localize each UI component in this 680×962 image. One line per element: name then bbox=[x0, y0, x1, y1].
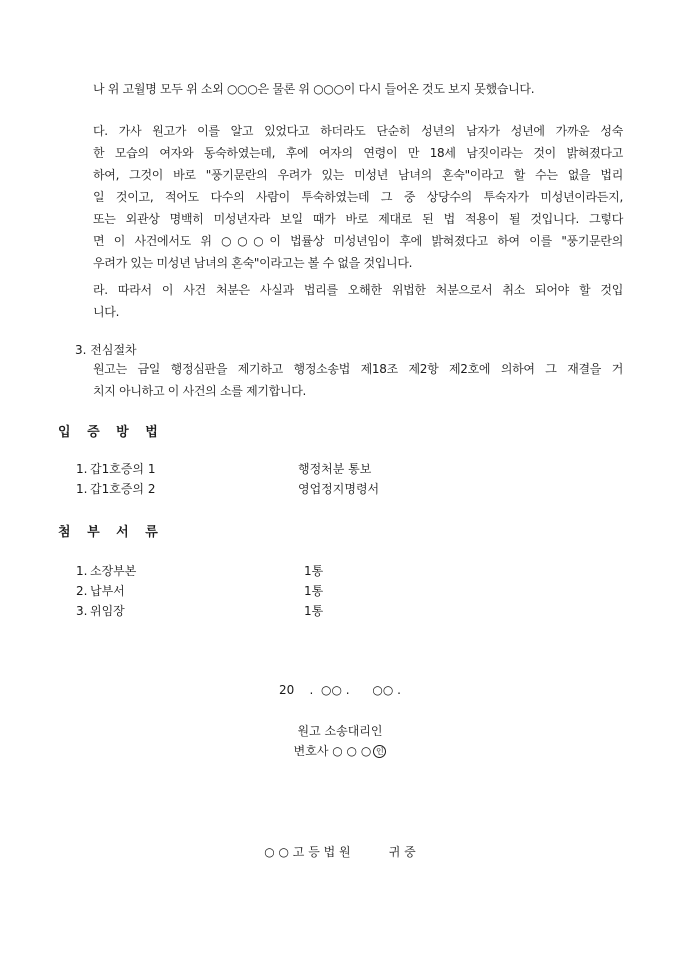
attachments-heading: 첨 부 서 류 bbox=[58, 525, 164, 540]
item-number: 1. bbox=[76, 462, 88, 476]
paragraph-line: 면 이 사건에서도 위 ○○○이 법률상 미성년임이 후에 밝혀졌다고 하여 이를 "풍기문란의 bbox=[93, 234, 623, 248]
paragraph-line: 한 모습의 여자와 동숙하였는데, 후에 여자의 연령이 만 18세 남짓이라는 것이 밝혀졌다고 bbox=[93, 146, 623, 160]
seal-icon: 인 bbox=[373, 745, 386, 758]
section-3-body bbox=[93, 358, 623, 402]
paragraph-line: 일 것이고, 적어도 다수의 사람이 투숙하였는데 그 중 상당수의 투숙자가 미성년이라든지, bbox=[93, 190, 623, 204]
item-value: 1통 bbox=[304, 584, 324, 598]
paragraph-ra bbox=[93, 279, 623, 323]
item-value: 1통 bbox=[304, 604, 324, 618]
list-item bbox=[76, 581, 576, 601]
paragraph-line: 니다. bbox=[93, 305, 120, 319]
attachments-list bbox=[76, 561, 576, 621]
paragraph-na bbox=[93, 78, 623, 100]
paragraph-line: 치지 아니하고 이 사건의 소를 제기합니다. bbox=[93, 384, 307, 398]
item-name: 소장부본 bbox=[90, 564, 137, 578]
paragraph-line: 또는 외관상 명백히 미성년자라 보일 때가 바로 제대로 된 법 적용이 될 것입니다. 그렇다 bbox=[93, 212, 623, 226]
paragraph-line: 라. 따라서 이 사건 처분은 사실과 법리를 오해한 위법한 처분으로서 취소 되어야 할 것입 bbox=[93, 283, 623, 297]
court-addressee: ○ ○ 고 등 법 원 귀 중 bbox=[264, 845, 416, 859]
paragraph-line: 우려가 있는 미성년 남녀의 혼숙"이라고는 볼 수 없을 것입니다. bbox=[93, 256, 413, 270]
item-number: 2. bbox=[76, 584, 88, 598]
item-value: 1통 bbox=[304, 564, 324, 578]
list-item bbox=[76, 561, 576, 581]
evidence-heading: 입 증 방 법 bbox=[58, 425, 164, 440]
signature-name: 변호사 ○ ○ ○ bbox=[293, 744, 372, 758]
item-name: 납부서 bbox=[90, 584, 125, 598]
section-3-title: 3. 전심절차 bbox=[75, 343, 137, 357]
item-number: 3. bbox=[76, 604, 88, 618]
list-item bbox=[76, 479, 576, 499]
signature-role: 원고 소송대리인 bbox=[297, 724, 383, 738]
date-line: 20 . ○○ . ○○ . bbox=[279, 683, 401, 697]
item-value: 영업정지명령서 bbox=[298, 482, 380, 496]
list-item bbox=[76, 601, 576, 621]
evidence-list bbox=[76, 459, 576, 499]
paragraph-line: 원고는 금일 행정심판을 제기하고 행정소송법 제18조 제2항 제2호에 의하여 그 재결을 거 bbox=[93, 362, 623, 376]
item-name: 갑1호증의 1 bbox=[90, 462, 156, 476]
paragraph-da bbox=[93, 120, 623, 274]
item-number: 1. bbox=[76, 482, 88, 496]
paragraph-line: 다. 가사 원고가 이를 알고 있었다고 하더라도 단순히 성년의 남자가 성년에 가까운 성숙 bbox=[93, 124, 623, 138]
item-name: 위임장 bbox=[90, 604, 125, 618]
paragraph-line: 나 위 고월명 모두 위 소외 ○○○은 물론 위 ○○○이 다시 들어온 것도 보지 못했습니다. bbox=[93, 82, 535, 96]
item-name: 갑1호증의 2 bbox=[90, 482, 156, 496]
list-item bbox=[76, 459, 576, 479]
signature-block bbox=[0, 742, 680, 759]
item-number: 1. bbox=[76, 564, 88, 578]
paragraph-line: 하여, 그것이 바로 "풍기문란의 우려가 있는 미성년 남녀의 혼숙"이라고 할 수는 없을 법리 bbox=[93, 168, 623, 182]
item-value: 행정처분 통보 bbox=[298, 462, 372, 476]
